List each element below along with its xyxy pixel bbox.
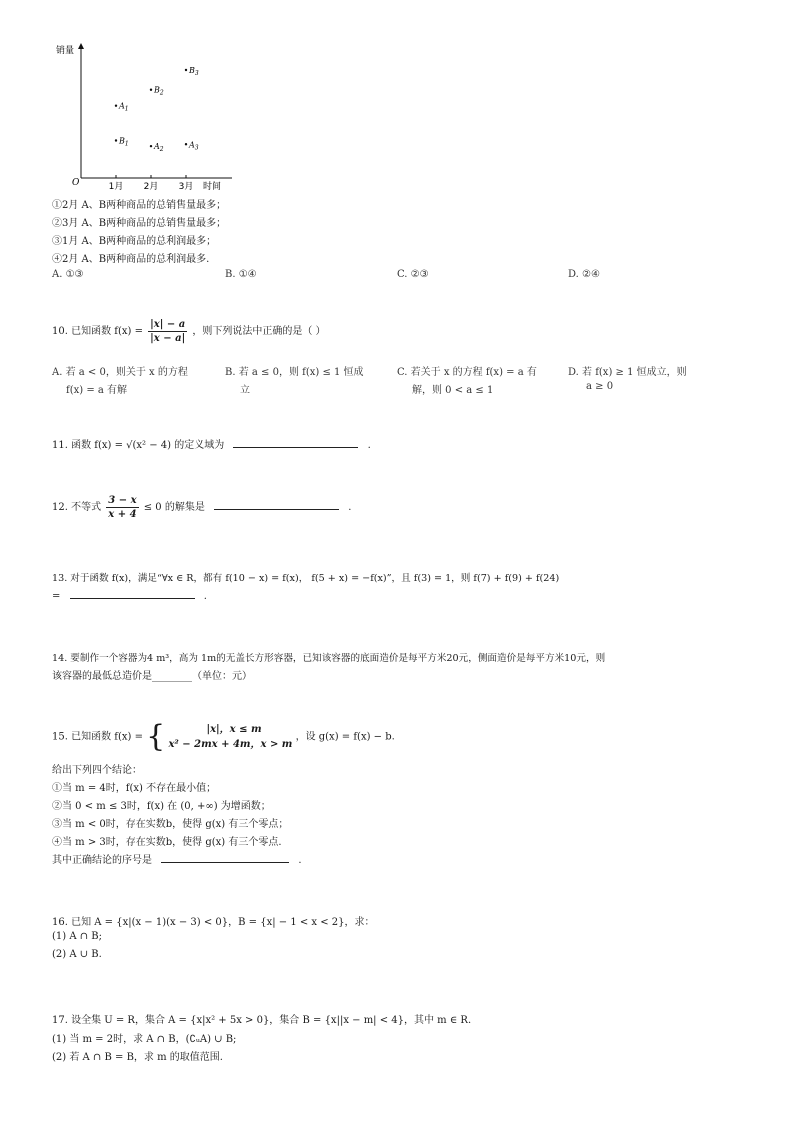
point-b3 bbox=[185, 69, 187, 71]
q15-brace: { bbox=[146, 719, 166, 754]
q9-statement-4: ④2月 A、B两种商品的总利润最多. bbox=[52, 254, 210, 265]
q13-answer-blank[interactable] bbox=[70, 588, 195, 599]
q17-item-2: (2) 若 A ∩ B = B，求 m 的取值范围. bbox=[52, 1052, 223, 1063]
q11-answer-blank[interactable] bbox=[233, 437, 358, 448]
q11-stem bbox=[52, 436, 371, 451]
q12-frac-den: x + 4 bbox=[108, 509, 137, 520]
q15-item-1: ①当 m = 4时，f(x) 不存在最小值； bbox=[52, 783, 217, 794]
q10-option-d-line1: D. 若 f(x) ≥ 1 恒成立，则 bbox=[568, 367, 687, 378]
q10-option-a-line2: f(x) = a 有解 bbox=[66, 385, 128, 396]
q10-frac-num: |x| − a bbox=[150, 319, 186, 330]
q9-statement-2: ②3月 A、B两种商品的总销售量最多； bbox=[52, 218, 227, 229]
q12-fraction bbox=[106, 494, 138, 521]
q9-option-c: C. ②③ bbox=[397, 269, 429, 280]
q9-statement-1: ①2月 A、B两种商品的总销售量最多； bbox=[52, 200, 227, 211]
x-tick-label: 1月 bbox=[108, 182, 124, 192]
sales-chart bbox=[50, 36, 240, 196]
q12-prefix: 12. 不等式 bbox=[52, 502, 102, 513]
q15-prefix: 15. 已知函数 f(x) = bbox=[52, 731, 143, 743]
q10-suffix: ，则下列说法中正确的是（ ） bbox=[192, 326, 326, 337]
point-a1 bbox=[115, 105, 117, 107]
q10-stem bbox=[52, 318, 326, 345]
q10-fraction bbox=[148, 318, 187, 345]
x-tick-label: 3月 bbox=[178, 182, 194, 192]
q10-option-b-line1: B. 若 a ≤ 0，则 f(x) ≤ 1 恒成 bbox=[225, 367, 364, 378]
q10-option-c-line1: C. 若关于 x 的方程 f(x) = a 有 bbox=[397, 367, 537, 378]
q12-frac-num: 3 − x bbox=[108, 495, 137, 506]
q9-statement-3: ③1月 A、B两种商品的总利润最多； bbox=[52, 236, 217, 247]
point-label-a3: $A_3$ bbox=[189, 140, 199, 152]
point-a2 bbox=[150, 145, 152, 147]
q15-item-3: ③当 m < 0时，存在实数b，使得 g(x) 有三个零点； bbox=[52, 819, 289, 830]
q15-end: . bbox=[298, 855, 302, 866]
point-label-b2: $B_2$ bbox=[154, 85, 164, 97]
point-b1 bbox=[115, 139, 117, 141]
q9-option-a: A. ①③ bbox=[52, 269, 84, 280]
q16-line1: 16. 已知 A = {x|(x − 1)(x − 3) < 0}，B = {x| − 1 < x < 2}，求： bbox=[52, 917, 375, 928]
point-label-a1: $A_1$ bbox=[119, 101, 129, 113]
q13-end: . bbox=[203, 591, 207, 602]
q15-item-2: ②当 0 < m ≤ 3时，f(x) 在 (0, +∞) 为增函数； bbox=[52, 801, 271, 812]
q15-stem bbox=[52, 719, 395, 754]
point-a3 bbox=[185, 143, 187, 145]
q12-suffix: ≤ 0 的解集是 bbox=[143, 502, 205, 513]
q10-option-b-line2: 立 bbox=[240, 385, 250, 396]
q17-line1: 17. 设全集 U = R，集合 A = {x|x² + 5x > 0}，集合 B = {x||x − m| < 4}，其中 m ∈ R. bbox=[52, 1015, 472, 1026]
q14-line1: 14. 要制作一个容器为4 m³，高为 1m的无盖长方形容器，已知该容器的底面造价是每平方米20元，侧面造价是每平方米10元，则 bbox=[52, 653, 606, 664]
q15-case-2: x² − 2mx + 4m，x > m bbox=[168, 739, 293, 750]
q10-frac-den: |x − a| bbox=[150, 333, 186, 344]
point-label-b3: $B_3$ bbox=[189, 66, 199, 77]
q11-end: . bbox=[367, 440, 371, 451]
origin-label: O bbox=[72, 178, 80, 188]
q15-suffix: ，设 g(x) = f(x) − b. bbox=[295, 731, 395, 743]
q10-option-a-line1: A. 若 a < 0，则关于 x 的方程 bbox=[52, 367, 188, 378]
q15-last bbox=[52, 851, 302, 866]
q13-equals: = bbox=[52, 591, 61, 602]
q15-last-text: 其中正确结论的序号是 bbox=[52, 855, 152, 866]
q13-line2 bbox=[52, 588, 207, 602]
q12-answer-blank[interactable] bbox=[214, 499, 339, 510]
q15-intro: 给出下列四个结论： bbox=[52, 765, 142, 776]
q15-piecewise bbox=[168, 722, 292, 752]
q9-option-d: D. ②④ bbox=[568, 269, 600, 280]
q13-line1: 13. 对于函数 f(x)，满足“∀x ∈ R，都有 f(10 − x) = f(x)， f(5 + x) = −f(x)”，且 f(3) = 1，则 f(7) + f(9) + f(24) bbox=[52, 573, 560, 584]
x-tick-label: 2月 bbox=[143, 182, 159, 192]
q14-line2: 该容器的最低总造价是________（单位：元） bbox=[52, 671, 252, 682]
q12-stem bbox=[52, 494, 351, 521]
q15-item-4: ④当 m > 3时，存在实数b，使得 g(x) 有三个零点. bbox=[52, 837, 282, 848]
point-label-a2: $A_2$ bbox=[154, 142, 164, 154]
q12-end: . bbox=[348, 502, 352, 513]
q10-option-c-line2: 解，则 0 < a ≤ 1 bbox=[412, 385, 494, 396]
q16-item-1: (1) A ∩ B; bbox=[52, 931, 103, 942]
q10-option-d-line2: a ≥ 0 bbox=[586, 381, 614, 392]
q16-item-2: (2) A ∪ B. bbox=[52, 949, 102, 960]
q11-text: 11. 函数 f(x) = √(x² − 4) 的定义域为 bbox=[52, 440, 225, 451]
q9-option-b: B. ①④ bbox=[225, 269, 257, 280]
x-axis-label: 时间 bbox=[203, 182, 222, 192]
q17-item-1: (1) 当 m = 2时，求 A ∩ B，(∁ᵤA) ∪ B; bbox=[52, 1034, 237, 1045]
q15-answer-blank[interactable] bbox=[161, 852, 289, 863]
q10-prefix: 10. 已知函数 f(x) = bbox=[52, 326, 143, 337]
point-b2 bbox=[150, 89, 152, 91]
point-label-b1: $B_1$ bbox=[119, 136, 129, 148]
q15-case-1: |x|，x ≤ m bbox=[206, 724, 262, 735]
y-axis-label: 销量 bbox=[56, 46, 75, 56]
